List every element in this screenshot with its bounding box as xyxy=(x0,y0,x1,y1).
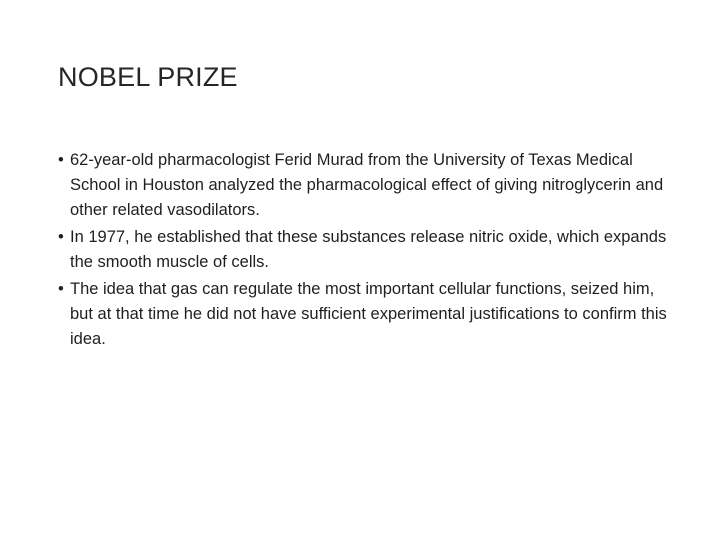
bullet-text: In 1977, he established that these substances release nitric oxide, which expands the smooth muscle of cells. xyxy=(70,228,667,271)
bullet-item xyxy=(58,225,674,275)
bullet-glyph: • xyxy=(58,151,64,169)
bullet-glyph: • xyxy=(58,280,64,298)
bullet-text: The idea that gas can regulate the most important cellular functions, seized him, but at that time he did not have sufficient experimental justifications to confirm this idea. xyxy=(70,280,667,348)
bullet-text: 62-year-old pharmacologist Ferid Murad from the University of Texas Medical School in Houston analyzed the pharmacological effect of giving nitroglycerin and other related vasodilators. xyxy=(70,151,664,219)
slide-title: NOBEL PRIZE xyxy=(58,62,238,92)
bullet-list xyxy=(58,148,674,354)
bullet-item xyxy=(58,277,674,352)
bullet-item xyxy=(58,148,674,223)
bullet-glyph: • xyxy=(58,228,64,246)
